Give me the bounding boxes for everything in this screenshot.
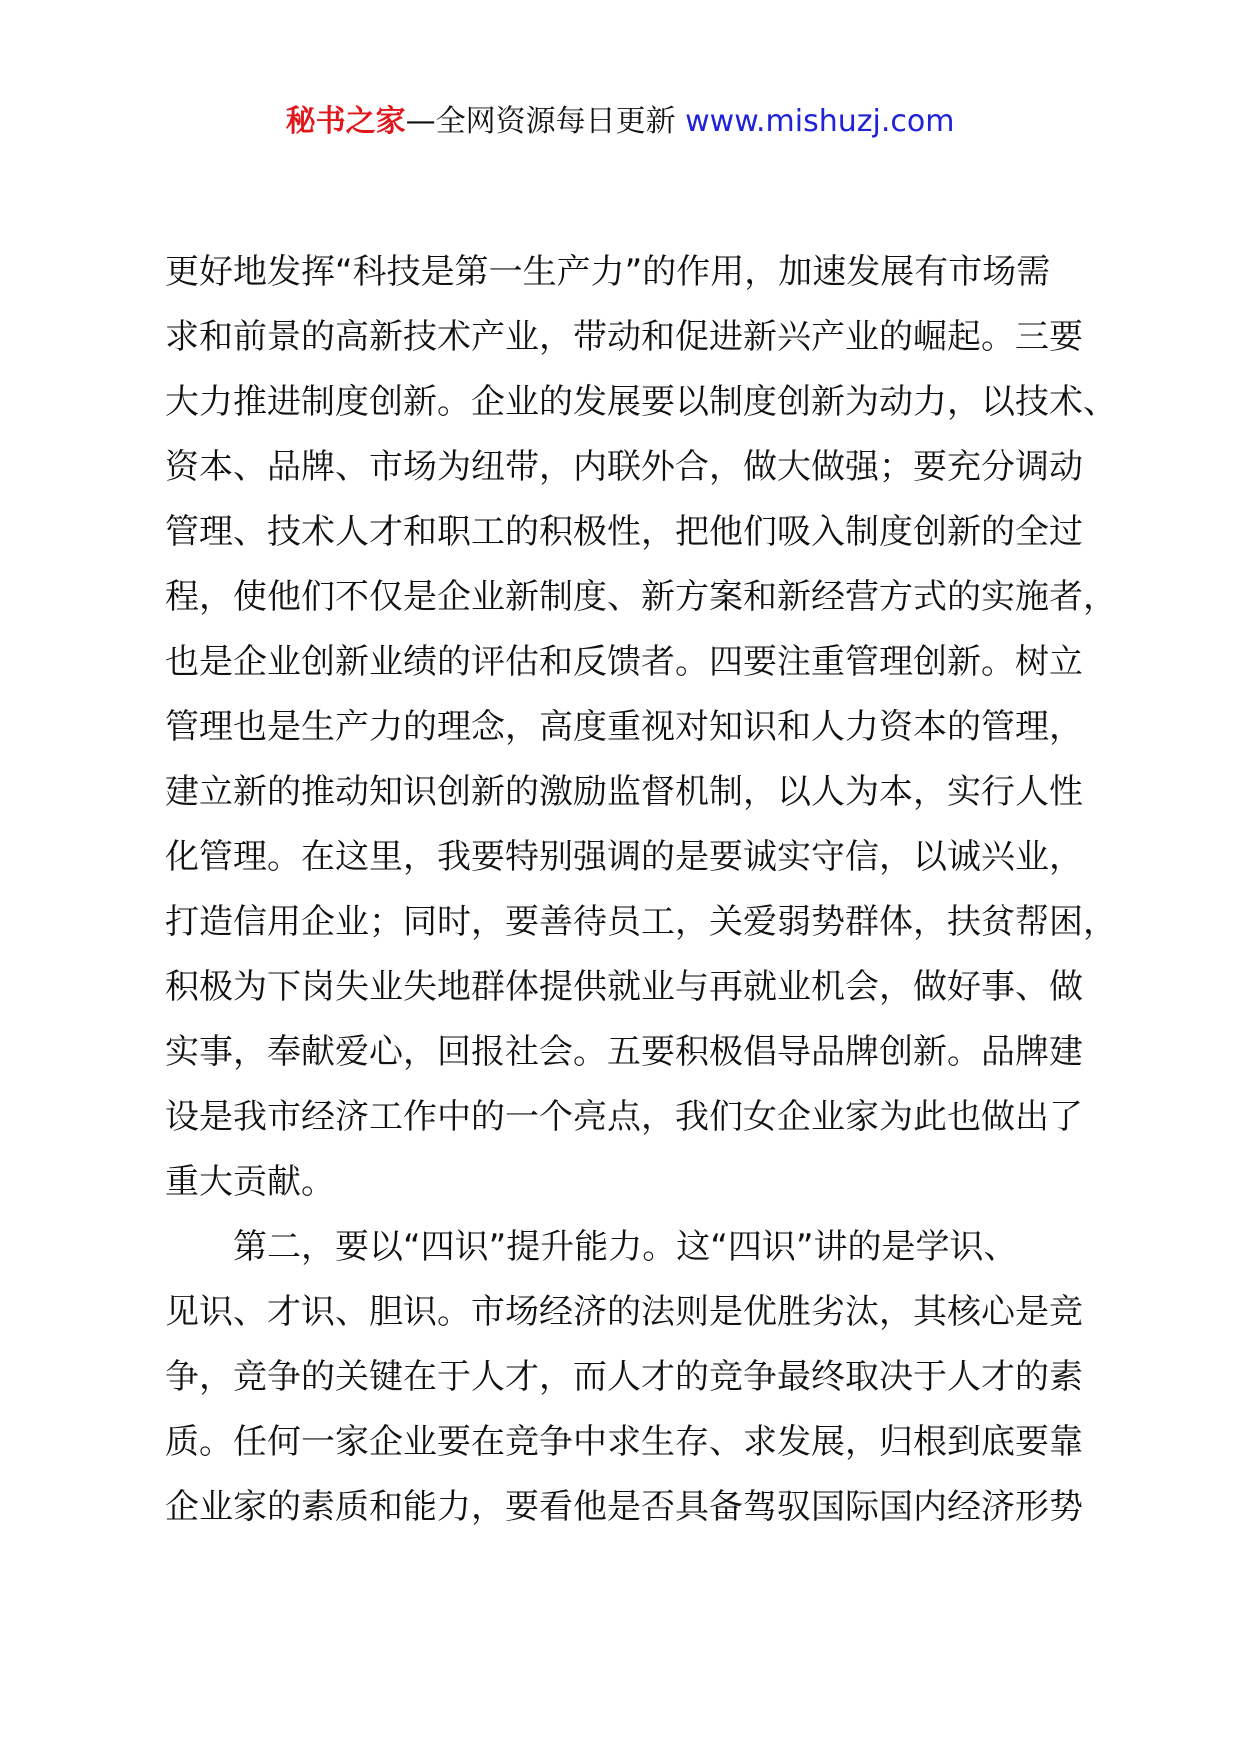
- text-line: 大力推进制度创新。企业的发展要以制度创新为动力，以技术、: [165, 382, 1117, 422]
- text-line: 质。任何一家企业要在竞争中求生存、求发展，归根到底要靠: [165, 1422, 1083, 1462]
- text-line: 争，竞争的关键在于人才，而人才的竞争最终取决于人才的素: [165, 1357, 1083, 1397]
- page-header: [0, 100, 1240, 144]
- text-line: 管理、技术人才和职工的积极性，把他们吸入制度创新的全过: [165, 512, 1083, 552]
- text-line: 求和前景的高新技术产业，带动和促进新兴产业的崛起。三要: [165, 317, 1083, 357]
- text-line: 建立新的推动知识创新的激励监督机制，以人为本，实行人性: [165, 772, 1083, 812]
- paragraph: [165, 240, 1125, 1215]
- text-line: 更好地发挥“科技是第一生产力”的作用，加速发展有市场需: [165, 252, 1051, 292]
- text-line: 程，使他们不仅是企业新制度、新方案和新经营方式的实施者，: [165, 577, 1117, 617]
- text-line: 积极为下岗失业失地群体提供就业与再就业机会，做好事、做: [165, 967, 1083, 1007]
- text-line: 化管理。在这里，我要特别强调的是要诚实守信，以诚兴业，: [165, 837, 1083, 877]
- text-line: 设是我市经济工作中的一个亮点，我们女企业家为此也做出了: [165, 1097, 1083, 1137]
- text-line: 打造信用企业；同时，要善待员工，关爱弱势群体，扶贫帮困，: [165, 902, 1117, 942]
- text-line: 第二，要以“四识”提升能力。这“四识”讲的是学识、: [165, 1227, 1018, 1267]
- site-url-link[interactable]: www.mishuzj.com: [685, 104, 955, 139]
- text-line: 资本、品牌、市场为纽带，内联外合，做大做强；要充分调动: [165, 447, 1083, 487]
- text-line: 管理也是生产力的理念，高度重视对知识和人力资本的管理，: [165, 707, 1083, 747]
- text-line: 见识、才识、胆识。市场经济的法则是优胜劣汰，其核心是竞: [165, 1292, 1083, 1332]
- header-tagline: —全网资源每日更新: [405, 104, 686, 139]
- document-body: [165, 240, 1125, 1540]
- brand-name: 秘书之家: [285, 104, 406, 139]
- text-line: 也是企业创新业绩的评估和反馈者。四要注重管理创新。树立: [165, 642, 1083, 682]
- text-line: 企业家的素质和能力，要看他是否具备驾驭国际国内经济形势: [165, 1487, 1083, 1527]
- paragraph: [165, 1215, 1125, 1540]
- text-line: 实事，奉献爱心，回报社会。五要积极倡导品牌创新。品牌建: [165, 1032, 1083, 1072]
- text-line: 重大贡献。: [165, 1162, 335, 1202]
